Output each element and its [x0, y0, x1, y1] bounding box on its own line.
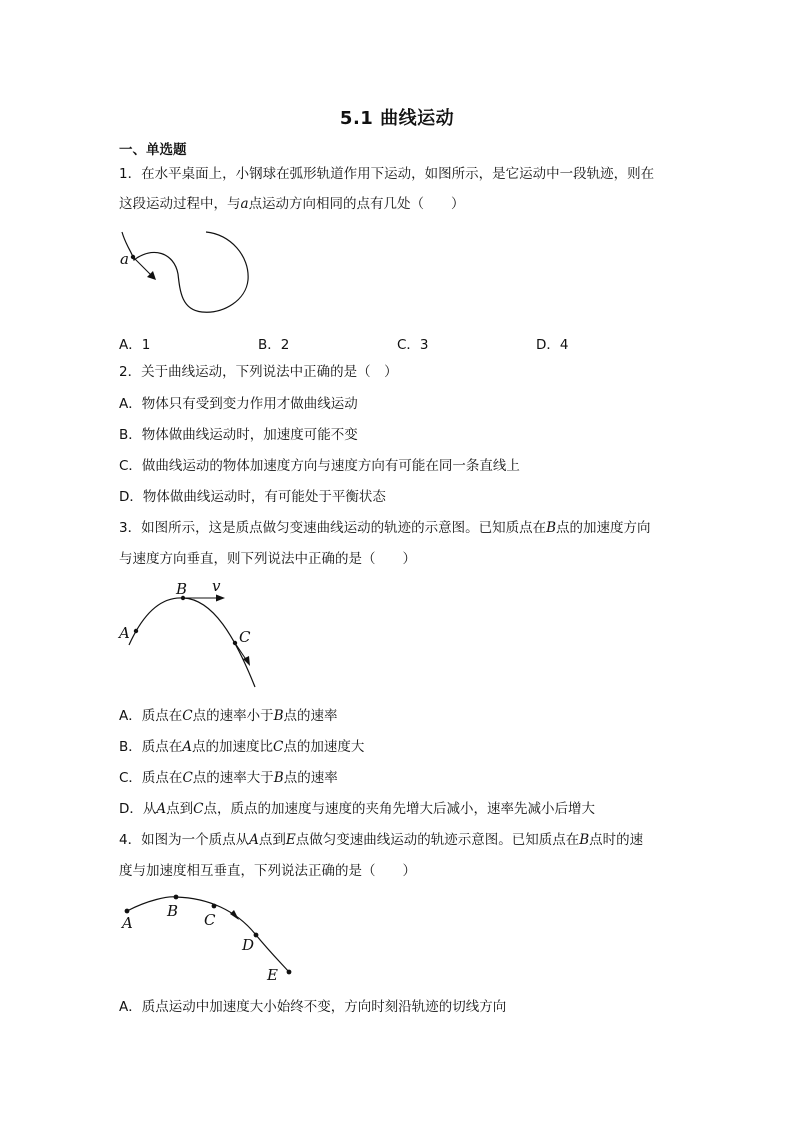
- q3-option-var: A: [156, 801, 167, 817]
- q2-option-b: B．物体做曲线运动时，加速度可能不变: [119, 427, 358, 443]
- q4-point-e: [287, 970, 292, 975]
- q1-stem-text: 这段运动过程中，与: [119, 196, 241, 212]
- q3-stem-line2: 与速度方向垂直，则下列说法中正确的是（ ）: [119, 551, 416, 567]
- q3-option-var: C: [193, 801, 204, 817]
- q1-option-d: D．4: [536, 337, 569, 353]
- q4-label-e: E: [267, 966, 278, 984]
- q4-label-a: A: [122, 914, 133, 932]
- q4-label-b: B: [167, 902, 179, 920]
- q3-option-text: D．从: [119, 801, 157, 817]
- q3-stem-text: 3．如图所示，这是质点做匀变速曲线运动的轨迹的示意图。已知质点在: [119, 520, 547, 536]
- q3-option-text: 点的加速度大: [283, 739, 365, 755]
- q4-stem-text: 点到: [258, 832, 286, 848]
- q4-point-b: [174, 895, 179, 900]
- q1-curve: [122, 232, 248, 312]
- q3-option-text: A．质点在: [119, 708, 183, 724]
- q4-point-a: [125, 909, 130, 914]
- q3-option-var: A: [182, 739, 193, 755]
- q3-option-text: 点，质点的加速度与速度的夹角先增大后减小，速率先减小后增大: [203, 801, 595, 817]
- q1-var-a: a: [240, 196, 249, 212]
- q3-label-v: v: [212, 577, 221, 595]
- q1-option-b: B．2: [258, 337, 290, 353]
- q3-option-text: 点的速率小于: [192, 708, 274, 724]
- q3-arrowhead-b: [216, 595, 225, 602]
- q3-trajectory-figure: [117, 577, 257, 692]
- q4-stem-var: B: [579, 832, 590, 848]
- q1-label-a: a: [120, 250, 129, 268]
- q4-stem-text: 点时的速: [589, 832, 644, 848]
- q4-trajectory-figure: [118, 890, 303, 985]
- q1-stem-text: 点运动方向相同的点有几处（ ）: [248, 196, 465, 212]
- q3-option-c: [119, 769, 338, 787]
- q1-option-c: C．3: [397, 337, 429, 353]
- q3-label-a: A: [119, 624, 130, 642]
- q2-stem: 2．关于曲线运动，下列说法中正确的是（ ）: [119, 364, 398, 380]
- q3-option-text: B．质点在: [119, 739, 183, 755]
- section-heading: 一、单选题: [119, 142, 187, 158]
- q3-option-var: B: [273, 708, 284, 724]
- q4-stem-line2: 度与加速度相互垂直，下列说法正确的是（ ）: [119, 863, 416, 879]
- q3-option-var: C: [273, 739, 284, 755]
- q3-stem-line1: [119, 519, 651, 537]
- q3-option-text: 点的速率: [283, 770, 338, 786]
- q3-option-d: [119, 800, 595, 818]
- q3-label-c: C: [239, 628, 251, 646]
- q3-option-text: C．质点在: [119, 770, 183, 786]
- q4-point-c: [212, 904, 217, 909]
- q3-option-var: C: [182, 770, 193, 786]
- q4-stem-line1: [119, 831, 643, 849]
- q4-curve: [127, 897, 289, 972]
- q4-label-c: C: [204, 911, 216, 929]
- q3-var-b: B: [546, 520, 557, 536]
- q3-option-var: B: [273, 770, 284, 786]
- q3-option-text: 点的速率大于: [192, 770, 274, 786]
- q3-label-b: B: [176, 580, 188, 598]
- q3-option-var: C: [182, 708, 193, 724]
- q1-trajectory-figure: [116, 226, 256, 321]
- q4-stem-text: 点做匀变速曲线运动的轨迹示意图。已知质点在: [295, 832, 580, 848]
- q3-option-text: 点的加速度比: [192, 739, 274, 755]
- q4-stem-text: 4．如图为一个质点从: [119, 832, 250, 848]
- q3-stem-text: 点的加速度方向: [556, 520, 651, 536]
- q4-stem-var: E: [285, 832, 296, 848]
- q3-option-text: 点的速率: [283, 708, 338, 724]
- q1-stem-line2: [119, 195, 465, 213]
- q1-option-a: A．1: [119, 337, 151, 353]
- q2-option-d: D．物体做曲线运动时，有可能处于平衡状态: [119, 489, 386, 505]
- q3-option-b: [119, 738, 364, 756]
- q4-label-d: D: [242, 936, 255, 954]
- q3-point-a: [134, 629, 138, 633]
- q4-direction-arrowhead: [230, 910, 239, 920]
- q4-point-d: [254, 933, 259, 938]
- q2-option-c: C．做曲线运动的物体加速度方向与速度方向有可能在同一条直线上: [119, 458, 520, 474]
- q3-option-text: 点到: [166, 801, 194, 817]
- q1-stem-line1: 1．在水平桌面上，小钢球在弧形轨道作用下运动，如图所示，是它运动中一段轨迹，则在: [119, 166, 655, 182]
- q2-option-a: A．物体只有受到变力作用才做曲线运动: [119, 396, 358, 412]
- q3-option-a: [119, 707, 338, 725]
- q4-stem-var: A: [249, 832, 259, 848]
- q4-option-a: A．质点运动中加速度大小始终不变，方向时刻沿轨迹的切线方向: [119, 999, 507, 1015]
- page-title: 5.1 曲线运动: [339, 108, 455, 129]
